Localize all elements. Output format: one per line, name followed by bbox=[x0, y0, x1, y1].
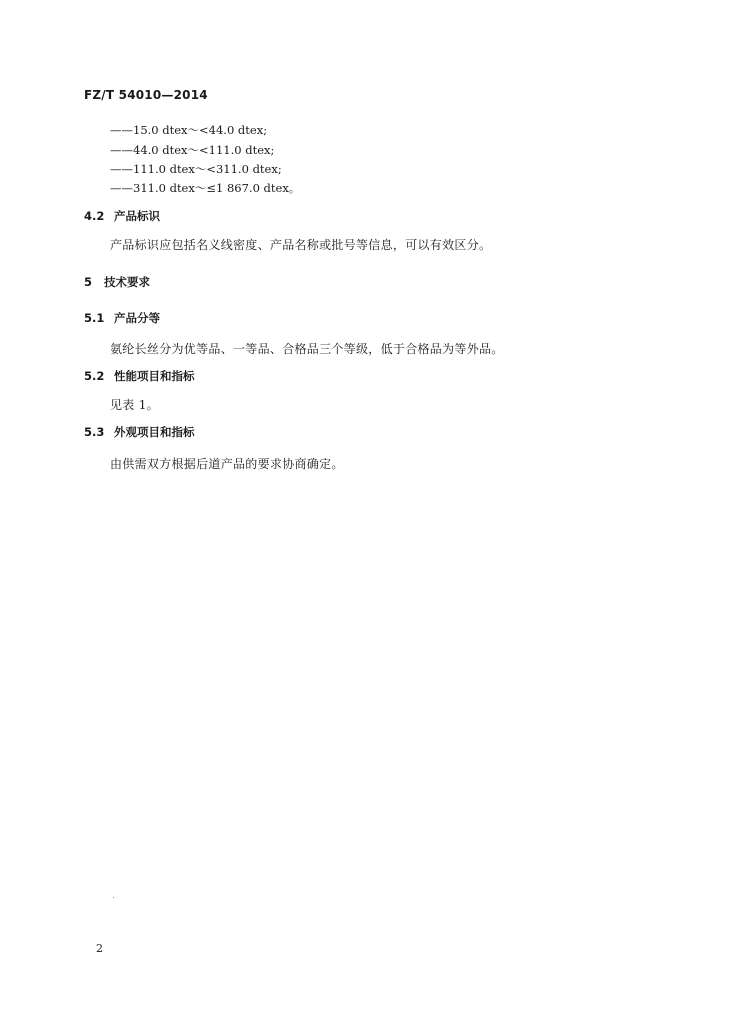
section-title: 性能项目和指标 bbox=[114, 369, 195, 383]
page-number: 2 bbox=[96, 942, 103, 955]
section-title: 产品分等 bbox=[114, 311, 160, 325]
paragraph: 氨纶长丝分为优等品、一等品、合格品三个等级，低于合格品为等外品。 bbox=[110, 342, 504, 356]
document-header: FZ/T 54010—2014 bbox=[84, 88, 208, 102]
section-heading bbox=[84, 310, 160, 326]
range-item: ——311.0 dtex～≤1 867.0 dtex。 bbox=[110, 181, 301, 195]
range-item: ——15.0 dtex～<44.0 dtex; bbox=[110, 123, 268, 137]
section-title: 产品标识 bbox=[114, 209, 160, 223]
section-number: 5.3 bbox=[84, 425, 105, 439]
section-heading bbox=[84, 368, 195, 384]
range-item: ——111.0 dtex～<311.0 dtex; bbox=[110, 162, 282, 176]
section-heading bbox=[84, 274, 150, 290]
paragraph: 产品标识应包括名义线密度、产品名称或批号等信息，可以有效区分。 bbox=[110, 238, 492, 252]
paragraph: 由供需双方根据后道产品的要求协商确定。 bbox=[110, 457, 344, 471]
section-number: 5.2 bbox=[84, 369, 105, 383]
section-number: 4.2 bbox=[84, 209, 105, 223]
section-title: 外观项目和指标 bbox=[114, 425, 195, 439]
section-number: 5.1 bbox=[84, 311, 105, 325]
speck-mark bbox=[113, 897, 114, 898]
range-item: ——44.0 dtex～<111.0 dtex; bbox=[110, 143, 275, 157]
section-number: 5 bbox=[84, 275, 93, 289]
section-heading bbox=[84, 208, 160, 224]
paragraph: 见表 1。 bbox=[110, 398, 159, 412]
section-title: 技术要求 bbox=[104, 275, 150, 289]
section-heading bbox=[84, 424, 195, 440]
